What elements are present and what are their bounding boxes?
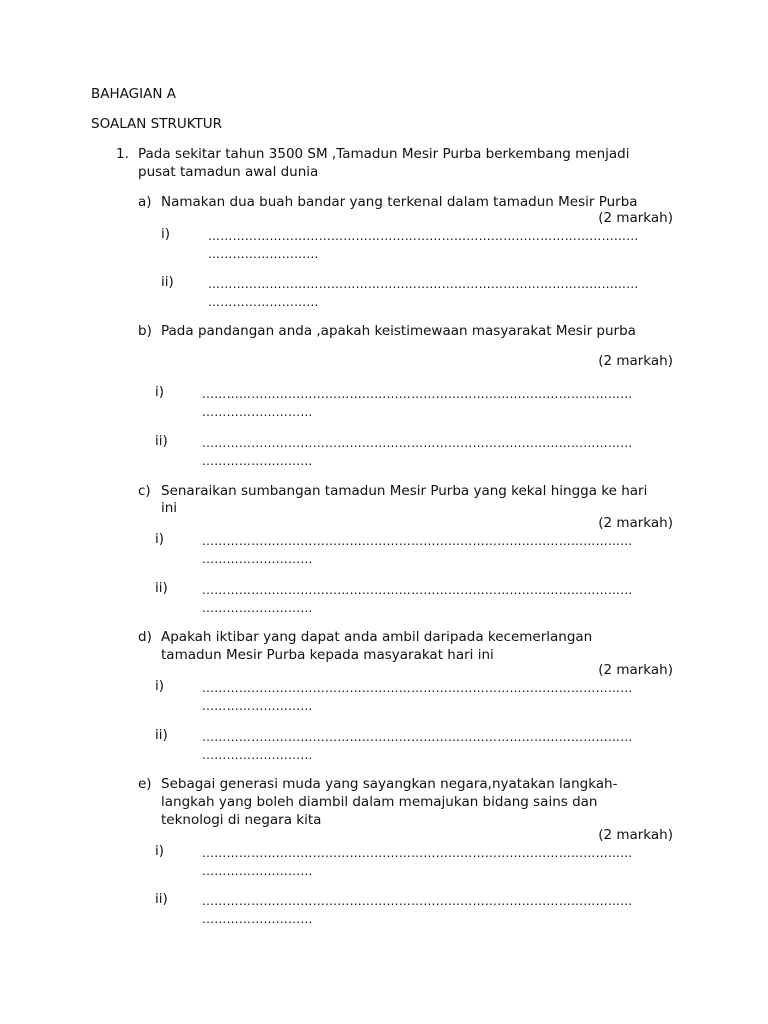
part-d-answer-ii-line2[interactable]: ……………………… xyxy=(202,748,313,762)
part-a-answer-ii-line2[interactable]: ……………………… xyxy=(208,295,319,309)
part-c-answer-i-line2[interactable]: ……………………… xyxy=(202,552,313,566)
part-b-roman-i: i) xyxy=(155,384,165,400)
question-stem-line1: Pada sekitar tahun 3500 SM ,Tamadun Mesir Purba berkembang menjadi xyxy=(138,146,630,162)
question-stem-line2: pusat tamadun awal dunia xyxy=(138,164,319,180)
part-a-answer-i-line2[interactable]: ……………………… xyxy=(208,247,319,261)
part-a-answer-i-line1[interactable]: …………………………………………………………………………………………… xyxy=(208,229,639,243)
part-b-roman-ii: ii) xyxy=(155,433,168,449)
question-number: 1. xyxy=(116,146,129,162)
part-e-answer-i-line1[interactable]: …………………………………………………………………………………………… xyxy=(202,846,633,860)
part-c-marks: (2 markah) xyxy=(598,515,673,531)
part-a-roman-i: i) xyxy=(161,226,171,242)
part-c-roman-ii: ii) xyxy=(155,580,168,596)
part-e-question-line1: Sebagai generasi muda yang sayangkan negara,nyatakan langkah- xyxy=(161,776,618,792)
part-c-roman-i: i) xyxy=(155,531,165,547)
part-e-answer-i-line2[interactable]: ……………………… xyxy=(202,864,313,878)
part-e-roman-ii: ii) xyxy=(155,891,168,907)
part-c-answer-i-line1[interactable]: …………………………………………………………………………………………… xyxy=(202,534,633,548)
part-d-answer-i-line2[interactable]: ……………………… xyxy=(202,699,313,713)
part-d-answer-ii-line1[interactable]: …………………………………………………………………………………………… xyxy=(202,730,633,744)
part-a-letter: a) xyxy=(138,194,152,210)
part-e-answer-ii-line2[interactable]: ……………………… xyxy=(202,912,313,926)
part-e-question-line2: langkah yang boleh diambil dalam memajukan bidang sains dan xyxy=(161,794,598,810)
part-e-answer-ii-line1[interactable]: …………………………………………………………………………………………… xyxy=(202,894,633,908)
part-b-marks: (2 markah) xyxy=(598,353,673,369)
part-d-question-line1: Apakah iktibar yang dapat anda ambil daripada kecemerlangan xyxy=(161,629,593,645)
part-b-answer-ii-line2[interactable]: ……………………… xyxy=(202,454,313,468)
part-a-answer-ii-line1[interactable]: …………………………………………………………………………………………… xyxy=(208,277,639,291)
section-heading: BAHAGIAN A xyxy=(91,86,176,102)
part-c-question-line2: ini xyxy=(161,500,178,516)
part-d-letter: d) xyxy=(138,629,152,645)
part-d-roman-i: i) xyxy=(155,678,165,694)
part-b-question: Pada pandangan anda ,apakah keistimewaan masyarakat Mesir purba xyxy=(161,323,636,339)
subsection-heading: SOALAN STRUKTUR xyxy=(91,116,223,132)
part-e-letter: e) xyxy=(138,776,152,792)
part-a-marks: (2 markah) xyxy=(598,210,673,226)
part-b-answer-i-line1[interactable]: …………………………………………………………………………………………… xyxy=(202,387,633,401)
part-c-question-line1: Senaraikan sumbangan tamadun Mesir Purba yang kekal hingga ke hari xyxy=(161,483,648,499)
part-a-roman-ii: ii) xyxy=(161,274,174,290)
part-d-answer-i-line1[interactable]: …………………………………………………………………………………………… xyxy=(202,681,633,695)
part-c-answer-ii-line1[interactable]: …………………………………………………………………………………………… xyxy=(202,583,633,597)
part-c-letter: c) xyxy=(138,483,151,499)
part-b-answer-ii-line1[interactable]: …………………………………………………………………………………………… xyxy=(202,436,633,450)
part-e-question-line3: teknologi di negara kita xyxy=(161,812,322,828)
part-d-question-line2: tamadun Mesir Purba kepada masyarakat hari ini xyxy=(161,647,494,663)
part-e-roman-i: i) xyxy=(155,843,165,859)
part-d-roman-ii: ii) xyxy=(155,727,168,743)
part-b-answer-i-line2[interactable]: ……………………… xyxy=(202,405,313,419)
part-c-answer-ii-line2[interactable]: ……………………… xyxy=(202,601,313,615)
part-a-question: Namakan dua buah bandar yang terkenal dalam tamadun Mesir Purba xyxy=(161,194,638,210)
part-d-marks: (2 markah) xyxy=(598,662,673,678)
part-e-marks: (2 markah) xyxy=(598,827,673,843)
part-b-letter: b) xyxy=(138,323,152,339)
